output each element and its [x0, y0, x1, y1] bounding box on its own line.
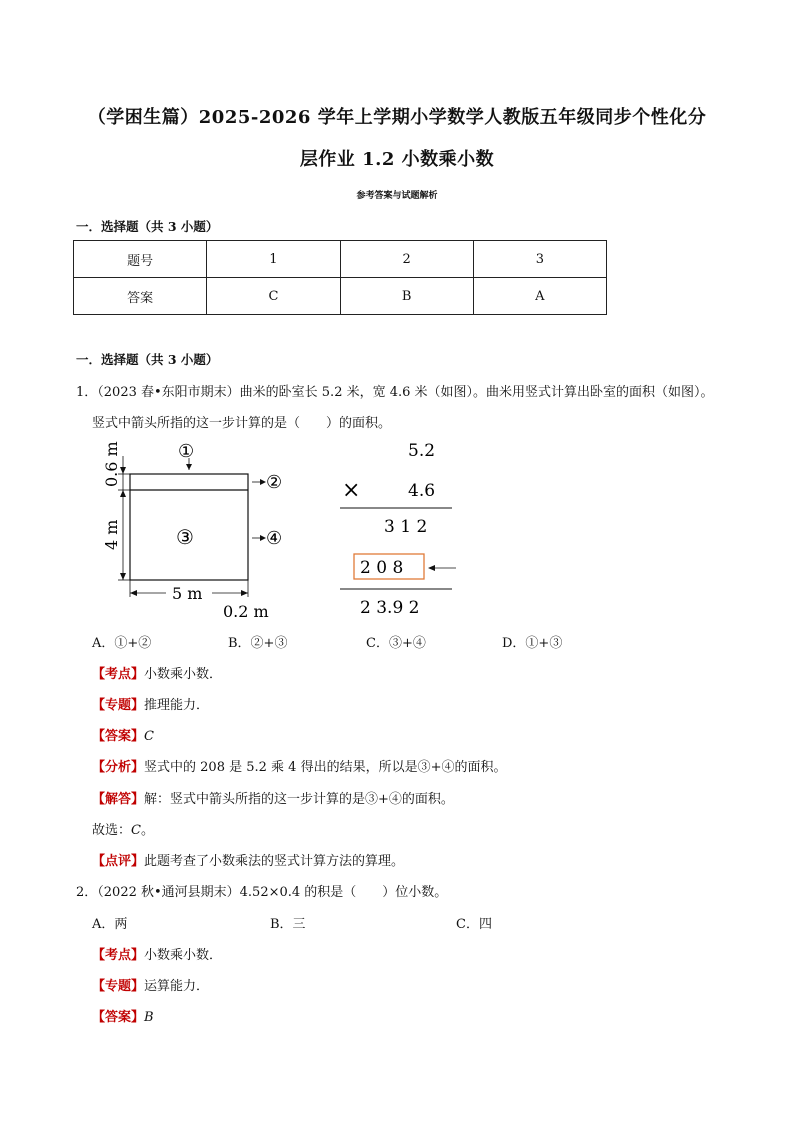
section-heading-1: 一．选择题（共 3 小题） [76, 219, 219, 234]
q1-option-b[interactable]: B．②+③ [228, 636, 288, 651]
label-3: ③ [176, 525, 194, 549]
calc-row5: 2 3.9 2 [360, 598, 420, 618]
table-header-cell: 题号 [74, 241, 207, 278]
q1-option-c[interactable]: C．③+④ [366, 636, 426, 651]
q2-option-b[interactable]: B．三 [270, 917, 306, 932]
calc-row1: 5.2 [408, 441, 436, 461]
q1-stem-line1: 1．（2023 春•东阳市期末）曲米的卧室长 5.2 米，宽 4.6 米（如图）。曲米用竖式计算出卧室的面积（如图）。 [76, 385, 714, 400]
q1-kaodian: 【考点】小数乘小数． [92, 667, 223, 682]
q1-option-d[interactable]: D．①+③ [502, 636, 563, 651]
answer-table [73, 240, 607, 315]
q2-option-a[interactable]: A．两 [92, 917, 128, 932]
page-subtitle: 参考答案与试题解析 [356, 191, 438, 201]
q2-stem: 2．（2022 秋•通河县期末）4.52×0.4 的积是（ ）位小数。 [76, 885, 448, 900]
label-2: ② [266, 472, 283, 493]
table-cell: 1 [207, 241, 340, 278]
table-cell: 2 [340, 241, 473, 278]
q2-zhuanti: 【专题】运算能力． [92, 979, 210, 994]
calc-row3: 3 1 2 [384, 517, 428, 537]
dim-top-label: 0.6 m [102, 441, 121, 487]
dim-bottom-label: 5 m [172, 584, 203, 603]
table-row [74, 241, 607, 278]
q1-analysis: 【分析】竖式中的 208 是 5.2 乘 4 得出的结果，所以是③+④的面积。 [92, 760, 507, 775]
q1-choice: 故选：C。 [92, 823, 154, 838]
q1-option-a[interactable]: A．①+② [92, 636, 152, 651]
dim-left-label: 4 m [102, 519, 121, 550]
q1-comment: 【点评】此题考查了小数乘法的竖式计算方法的算理。 [92, 854, 405, 869]
q2-answer: 【答案】B [92, 1010, 154, 1025]
q2-option-c[interactable]: C．四 [456, 917, 492, 932]
table-cell: C [207, 278, 340, 315]
q2-kaodian: 【考点】小数乘小数． [92, 948, 223, 963]
label-4: ④ [266, 528, 283, 549]
table-header-cell: 答案 [74, 278, 207, 315]
page-title-line2: 层作业 1.2 小数乘小数 [299, 149, 495, 170]
table-cell: A [473, 278, 606, 315]
calc-row2: 4.6 [408, 481, 436, 501]
page-title-line1: （学困生篇）2025-2026 学年上学期小学数学人教版五年级同步个性化分 [87, 107, 707, 128]
q1-stem-line2: 竖式中箭头所指的这一步计算的是（ ）的面积。 [92, 416, 392, 431]
section-heading-2: 一．选择题（共 3 小题） [76, 352, 219, 367]
table-cell: 3 [473, 241, 606, 278]
q1-zhuanti: 【专题】推理能力． [92, 698, 210, 713]
dim-right-label: 0.2 m [223, 602, 269, 621]
table-row [74, 278, 607, 315]
q1-solution: 【解答】解：竖式中箭头所指的这一步计算的是③+④的面积。 [92, 792, 454, 807]
calc-times: × [342, 478, 361, 503]
table-cell: B [340, 278, 473, 315]
q1-answer: 【答案】C [92, 729, 154, 744]
label-1: ① [178, 441, 195, 462]
arrow-icon [428, 565, 435, 571]
q1-figure [90, 432, 470, 622]
calc-row4: 2 0 8 [360, 558, 404, 578]
